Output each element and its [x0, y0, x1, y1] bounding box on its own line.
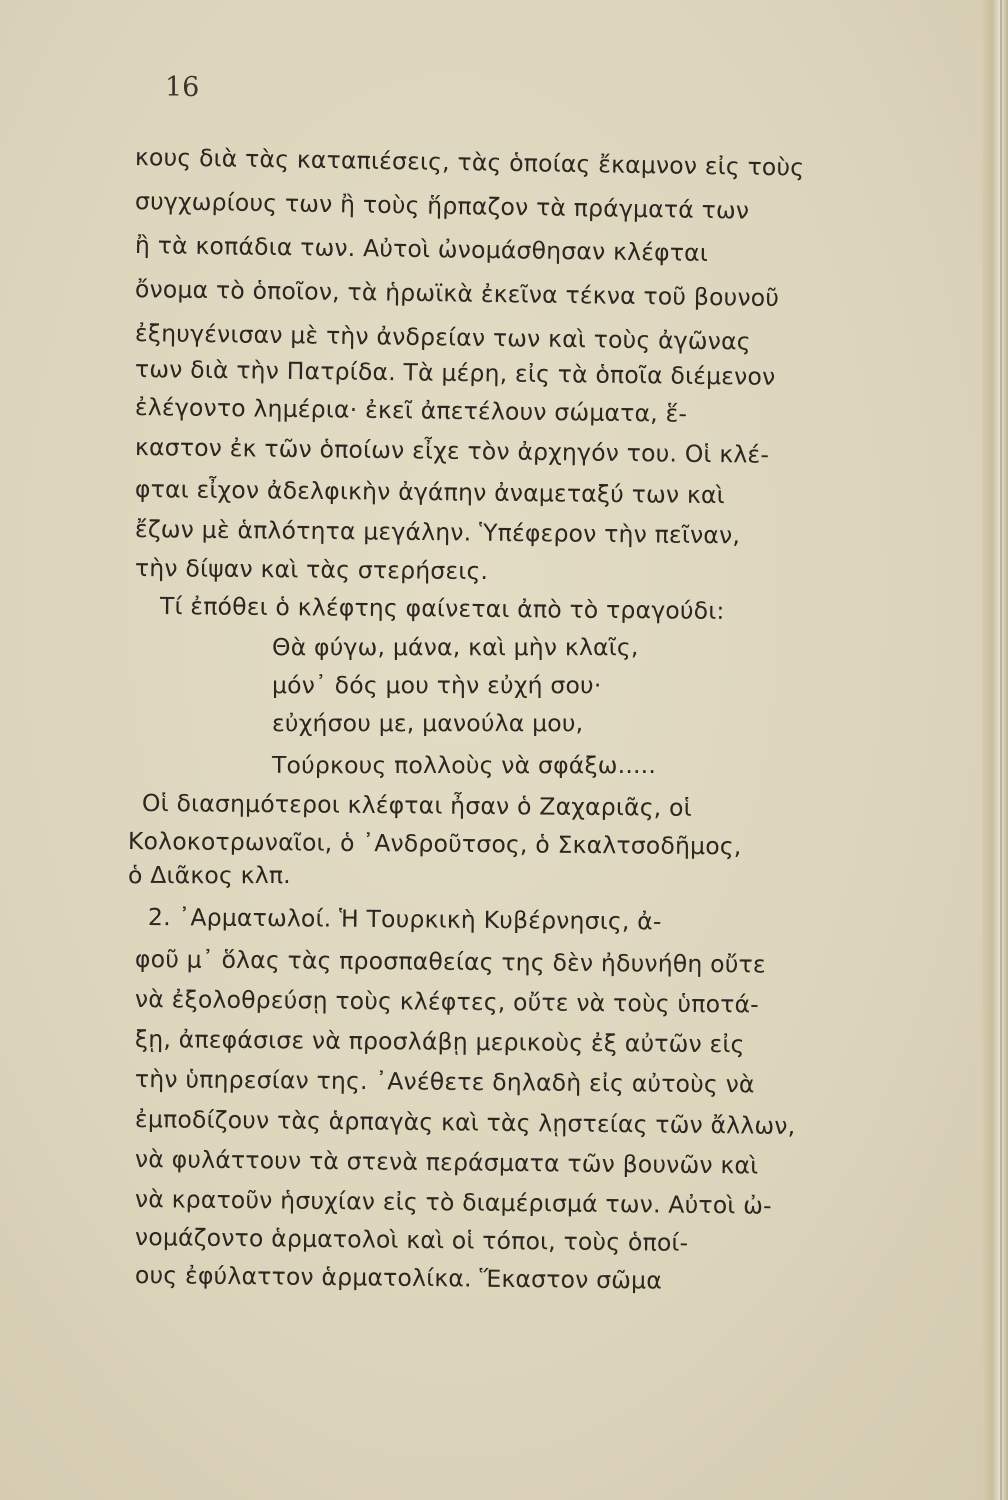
- text-line: κους διὰ τὰς καταπιέσεις, τὰς ὁποίας ἔκαμνον εἰς τοὺς: [134, 143, 805, 182]
- text-line: ὄνομα τὸ ὁποῖον, τὰ ἡρωϊκὰ ἐκεῖνα τέκνα τοῦ βουνοῦ: [134, 275, 780, 312]
- text-line: ξῃ, ἀπεφάσισε νὰ προσλάβῃ μερικοὺς ἐξ αὐτῶν εἰς: [134, 1025, 745, 1059]
- text-line: Τί ἐπόθει ὁ κλέφτης φαίνεται ἀπὸ τὸ τραγούδι:: [159, 592, 725, 625]
- text-line: ἐξηυγένισαν μὲ τὴν ἀνδρείαν των καὶ τοὺς ἀγῶνας: [134, 319, 751, 356]
- text-line: Οἱ διασημότεροι κλέφται ἦσαν ὁ Ζαχαριᾶς, οἱ: [141, 789, 692, 822]
- verse-line: μόν᾽ δός μου τὴν εὐχή σου·: [272, 671, 602, 699]
- text-line: φται εἶχον ἀδελφικὴν ἀγάπην ἀναμεταξύ των καὶ: [134, 475, 725, 510]
- text-line: νὰ φυλάττουν τὰ στενὰ περάσματα τῶν βουνῶν καὶ: [134, 1145, 759, 1180]
- verse-line: εὐχήσου με, μανούλα μου,: [272, 709, 584, 737]
- page-edge: [982, 0, 1008, 1500]
- text-line: φοῦ μ᾽ ὅλας τὰς προσπαθείας της δὲν ἠδυνήθη οὔτε: [134, 945, 766, 979]
- text-line: νὰ ἐξολοθρεύσῃ τοὺς κλέφτες, οὔτε νὰ τοὺς ὑποτά-: [134, 985, 760, 1019]
- text-line: τὴν ὑπηρεσίαν της. ᾽Ανέθετε δηλαδὴ εἰς αὐτοὺς νὰ: [134, 1065, 755, 1099]
- text-line: ἐμποδίζουν τὰς ἁρπαγὰς καὶ τὰς λῃστείας τῶν ἄλλων,: [134, 1105, 796, 1140]
- text-line: Κολοκοτρωναῖοι, ὁ ᾽Ανδροῦτσος, ὁ Σκαλτσοδῆμος,: [127, 827, 742, 861]
- text-line: τὴν δίψαν καὶ τὰς στερήσεις.: [134, 554, 489, 586]
- text-line: νομάζοντο ἁρματολοὶ καὶ οἱ τόποι, τοὺς ὁποί-: [134, 1223, 689, 1257]
- text-line: συγχωρίους των ἢ τοὺς ἥρπαζον τὰ πράγματά των: [134, 187, 750, 225]
- text-line: ἐλέγοντο λημέρια· ἐκεῖ ἀπετέλουν σώματα, ἕ-: [134, 393, 688, 428]
- verse-line: Τούρκους πολλοὺς νὰ σφάξω.....: [272, 751, 657, 779]
- text-line: των διὰ τὴν Πατρίδα. Τὰ μέρη, εἰς τὰ ὁποῖα διέμενον: [134, 355, 776, 391]
- text-line: καστον ἐκ τῶν ὁποίων εἶχε τὸν ἀρχηγόν του. Οἱ κλέ-: [134, 433, 770, 469]
- section-heading-line: 2. ᾽Αρματωλοί. Ἡ Τουρκικὴ Κυβέρνησις, ἀ-: [147, 903, 662, 936]
- text-line: ἢ τὰ κοπάδια των. Αὐτοὶ ὠνομάσθησαν κλέφται: [134, 231, 709, 268]
- page-edge-line: [1000, 0, 1002, 1500]
- text-line: ὁ Διᾶκος κλπ.: [128, 861, 291, 889]
- text-line: νὰ κρατοῦν ἡσυχίαν εἰς τὸ διαμέρισμά των. Αὐτοὶ ὠ-: [134, 1185, 772, 1220]
- page-number: 16: [165, 72, 200, 103]
- text-line: ους ἐφύλαττον ἁρματολίκα. Ἕκαστον σῶμα: [134, 1261, 663, 1295]
- text-line: ἔζων μὲ ἁπλότητα μεγάλην. Ὑπέφερον τὴν πεῖναν,: [134, 515, 741, 550]
- verse-line: Θὰ φύγω, μάνα, καὶ μὴν κλαῖς,: [272, 633, 639, 661]
